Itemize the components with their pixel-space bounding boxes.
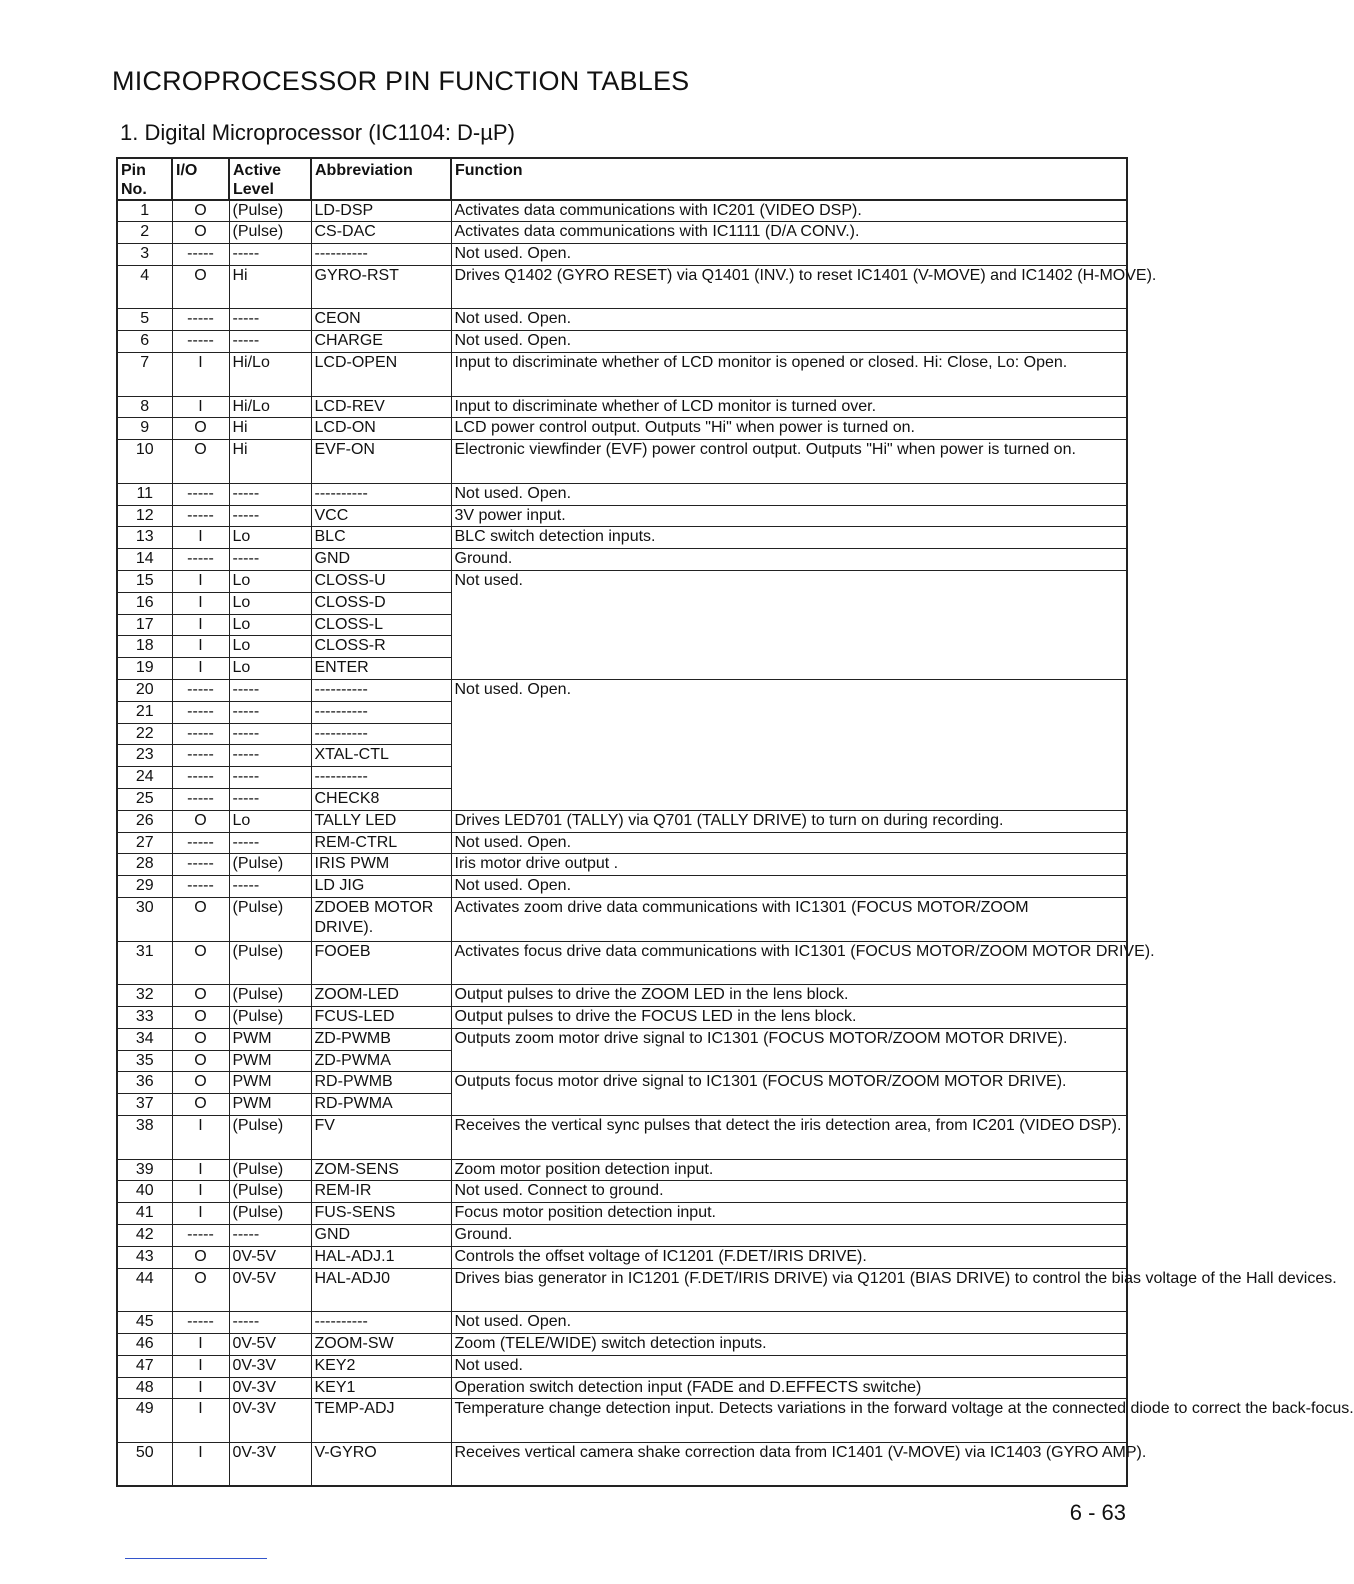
function-cell: Output pulses to drive the ZOOM LED in the lens block. bbox=[451, 985, 1127, 1007]
io-cell: O bbox=[172, 810, 229, 832]
abbreviation-cell: ---------- bbox=[311, 483, 451, 505]
table-row bbox=[117, 1203, 1127, 1225]
function-cell: Activates data communications with IC1111 (D/A CONV.). bbox=[451, 222, 1127, 244]
abbreviation-cell: FV bbox=[311, 1115, 451, 1159]
abbreviation-cell: HAL-ADJ0 bbox=[311, 1268, 451, 1312]
active-level-cell: Hi bbox=[229, 440, 311, 484]
io-cell: I bbox=[172, 1181, 229, 1203]
active-level-cell: Lo bbox=[229, 636, 311, 658]
table-row bbox=[117, 1246, 1127, 1268]
table-row bbox=[117, 200, 1127, 222]
abbreviation-cell: ZD-PWMB bbox=[311, 1028, 451, 1050]
abbreviation-cell: ---------- bbox=[311, 244, 451, 266]
abbreviation-cell: HAL-ADJ.1 bbox=[311, 1246, 451, 1268]
io-cell: I bbox=[172, 396, 229, 418]
io-cell: O bbox=[172, 1050, 229, 1072]
io-cell: ----- bbox=[172, 309, 229, 331]
active-level-cell: 0V-3V bbox=[229, 1355, 311, 1377]
active-level-cell: (Pulse) bbox=[229, 854, 311, 876]
active-level-cell: Lo bbox=[229, 810, 311, 832]
abbreviation-cell: GND bbox=[311, 1224, 451, 1246]
active-level-cell: ----- bbox=[229, 701, 311, 723]
abbreviation-cell: CS-DAC bbox=[311, 222, 451, 244]
active-level-cell: ----- bbox=[229, 876, 311, 898]
pin-number: 23 bbox=[117, 745, 172, 767]
io-cell: O bbox=[172, 941, 229, 985]
abbreviation-cell: TALLY LED bbox=[311, 810, 451, 832]
table-row bbox=[117, 549, 1127, 571]
io-cell: I bbox=[172, 1442, 229, 1486]
function-cell: Not used. Open. bbox=[451, 331, 1127, 353]
active-level-cell: ----- bbox=[229, 331, 311, 353]
pin-number: 37 bbox=[117, 1094, 172, 1116]
abbreviation-cell: ZOOM-SW bbox=[311, 1333, 451, 1355]
pin-number: 11 bbox=[117, 483, 172, 505]
abbreviation-cell: LCD-ON bbox=[311, 418, 451, 440]
active-level-cell: (Pulse) bbox=[229, 941, 311, 985]
active-level-cell: Hi bbox=[229, 418, 311, 440]
abbreviation-cell: ZDOEB MOTOR DRIVE). bbox=[311, 898, 451, 942]
pin-number: 29 bbox=[117, 876, 172, 898]
active-level-cell: (Pulse) bbox=[229, 1181, 311, 1203]
io-cell: O bbox=[172, 1094, 229, 1116]
function-cell: Focus motor position detection input. bbox=[451, 1203, 1127, 1225]
active-level-cell: 0V-3V bbox=[229, 1399, 311, 1443]
active-level-cell: ----- bbox=[229, 309, 311, 331]
io-cell: I bbox=[172, 571, 229, 593]
io-cell: O bbox=[172, 1006, 229, 1028]
io-cell: I bbox=[172, 527, 229, 549]
active-level-cell: ----- bbox=[229, 789, 311, 811]
table-row bbox=[117, 1312, 1127, 1334]
pin-number: 36 bbox=[117, 1072, 172, 1094]
io-cell: O bbox=[172, 1268, 229, 1312]
io-cell: O bbox=[172, 200, 229, 222]
table-row bbox=[117, 1028, 1127, 1050]
active-level-cell: (Pulse) bbox=[229, 1115, 311, 1159]
active-level-cell: Lo bbox=[229, 571, 311, 593]
io-cell: ----- bbox=[172, 483, 229, 505]
table-row bbox=[117, 876, 1127, 898]
pin-number: 31 bbox=[117, 941, 172, 985]
abbreviation-cell: CLOSS-D bbox=[311, 592, 451, 614]
active-level-cell: ----- bbox=[229, 1312, 311, 1334]
footer-divider bbox=[125, 1558, 267, 1559]
table-row bbox=[117, 1355, 1127, 1377]
abbreviation-cell: LD-DSP bbox=[311, 200, 451, 222]
function-cell: Zoom motor position detection input. bbox=[451, 1159, 1127, 1181]
io-cell: I bbox=[172, 1203, 229, 1225]
function-cell: Ground. bbox=[451, 1224, 1127, 1246]
active-level-cell: ----- bbox=[229, 244, 311, 266]
pin-number: 16 bbox=[117, 592, 172, 614]
pin-number: 50 bbox=[117, 1442, 172, 1486]
pin-number: 14 bbox=[117, 549, 172, 571]
active-level-cell: ----- bbox=[229, 745, 311, 767]
pin-number: 42 bbox=[117, 1224, 172, 1246]
function-cell: Temperature change detection input. Detects variations in the forward voltage at the connected diode to correct the back-focus. bbox=[451, 1399, 1127, 1443]
abbreviation-cell: LCD-OPEN bbox=[311, 353, 451, 397]
function-cell: 3V power input. bbox=[451, 505, 1127, 527]
pin-number: 46 bbox=[117, 1333, 172, 1355]
function-cell: Output pulses to drive the FOCUS LED in the lens block. bbox=[451, 1006, 1127, 1028]
section-subtitle: 1. Digital Microprocessor (IC1104: D-µP) bbox=[120, 120, 515, 145]
pin-number: 38 bbox=[117, 1115, 172, 1159]
abbreviation-cell: CHARGE bbox=[311, 331, 451, 353]
active-level-cell: Lo bbox=[229, 658, 311, 680]
pin-number: 7 bbox=[117, 353, 172, 397]
table-header-row bbox=[117, 158, 1127, 200]
table-row bbox=[117, 854, 1127, 876]
function-cell: Input to discriminate whether of LCD monitor is turned over. bbox=[451, 396, 1127, 418]
table-row bbox=[117, 1442, 1127, 1486]
pin-number: 20 bbox=[117, 680, 172, 702]
abbreviation-cell: CHECK8 bbox=[311, 789, 451, 811]
header-active-level: Active Level bbox=[229, 158, 311, 200]
table-row bbox=[117, 1224, 1127, 1246]
active-level-cell: ----- bbox=[229, 505, 311, 527]
pin-number: 10 bbox=[117, 440, 172, 484]
pin-number: 3 bbox=[117, 244, 172, 266]
io-cell: O bbox=[172, 985, 229, 1007]
active-level-cell: PWM bbox=[229, 1094, 311, 1116]
io-cell: O bbox=[172, 898, 229, 942]
table-row bbox=[117, 1006, 1127, 1028]
active-level-cell: (Pulse) bbox=[229, 1006, 311, 1028]
function-cell: BLC switch detection inputs. bbox=[451, 527, 1127, 549]
function-cell: Not used. bbox=[451, 571, 1127, 680]
pin-function-table bbox=[116, 157, 1354, 1487]
io-cell: O bbox=[172, 265, 229, 309]
table-body bbox=[117, 200, 1354, 1486]
io-cell: I bbox=[172, 1159, 229, 1181]
abbreviation-cell: TEMP-ADJ bbox=[311, 1399, 451, 1443]
io-cell: ----- bbox=[172, 767, 229, 789]
pin-number: 40 bbox=[117, 1181, 172, 1203]
pin-number: 32 bbox=[117, 985, 172, 1007]
table-row bbox=[117, 309, 1127, 331]
function-cell: Activates data communications with IC201 (VIDEO DSP). bbox=[451, 200, 1127, 222]
pin-number: 24 bbox=[117, 767, 172, 789]
abbreviation-cell: ---------- bbox=[311, 1312, 451, 1334]
pin-number: 26 bbox=[117, 810, 172, 832]
function-cell: Iris motor drive output . bbox=[451, 854, 1127, 876]
function-cell: Outputs focus motor drive signal to IC1301 (FOCUS MOTOR/ZOOM MOTOR DRIVE). bbox=[451, 1072, 1127, 1116]
active-level-cell: (Pulse) bbox=[229, 222, 311, 244]
table-row bbox=[117, 571, 1127, 593]
active-level-cell: Lo bbox=[229, 614, 311, 636]
abbreviation-cell: VCC bbox=[311, 505, 451, 527]
header-pin-no: Pin No. bbox=[117, 158, 172, 200]
table-row bbox=[117, 353, 1127, 397]
pin-number: 1 bbox=[117, 200, 172, 222]
table-row bbox=[117, 527, 1127, 549]
io-cell: ----- bbox=[172, 854, 229, 876]
function-cell: Controls the offset voltage of IC1201 (F.DET/IRIS DRIVE). bbox=[451, 1246, 1127, 1268]
pin-number: 30 bbox=[117, 898, 172, 942]
function-cell: Input to discriminate whether of LCD monitor is opened or closed. Hi: Close, Lo: Open. bbox=[451, 353, 1127, 397]
abbreviation-cell: LCD-REV bbox=[311, 396, 451, 418]
table-row bbox=[117, 832, 1127, 854]
abbreviation-cell: FOOEB bbox=[311, 941, 451, 985]
io-cell: ----- bbox=[172, 723, 229, 745]
pin-number: 9 bbox=[117, 418, 172, 440]
abbreviation-cell: XTAL-CTL bbox=[311, 745, 451, 767]
active-level-cell: ----- bbox=[229, 723, 311, 745]
abbreviation-cell: REM-CTRL bbox=[311, 832, 451, 854]
abbreviation-cell: FUS-SENS bbox=[311, 1203, 451, 1225]
abbreviation-cell: EVF-ON bbox=[311, 440, 451, 484]
pin-number: 8 bbox=[117, 396, 172, 418]
abbreviation-cell: ENTER bbox=[311, 658, 451, 680]
active-level-cell: Hi bbox=[229, 265, 311, 309]
active-level-cell: ----- bbox=[229, 1224, 311, 1246]
active-level-cell: Hi/Lo bbox=[229, 353, 311, 397]
pin-number: 39 bbox=[117, 1159, 172, 1181]
io-cell: ----- bbox=[172, 505, 229, 527]
abbreviation-cell: GYRO-RST bbox=[311, 265, 451, 309]
io-cell: I bbox=[172, 636, 229, 658]
pin-number: 49 bbox=[117, 1399, 172, 1443]
abbreviation-cell: CLOSS-U bbox=[311, 571, 451, 593]
function-cell: Operation switch detection input (FADE and D.EFFECTS switche) bbox=[451, 1377, 1127, 1399]
function-cell: Ground. bbox=[451, 549, 1127, 571]
pin-number: 41 bbox=[117, 1203, 172, 1225]
table-row bbox=[117, 1072, 1127, 1094]
io-cell: ----- bbox=[172, 876, 229, 898]
abbreviation-cell: ZD-PWMA bbox=[311, 1050, 451, 1072]
function-cell: Not used. Open. bbox=[451, 244, 1127, 266]
active-level-cell: 0V-3V bbox=[229, 1442, 311, 1486]
active-level-cell: Lo bbox=[229, 527, 311, 549]
io-cell: I bbox=[172, 1115, 229, 1159]
abbreviation-cell: IRIS PWM bbox=[311, 854, 451, 876]
abbreviation-cell: GND bbox=[311, 549, 451, 571]
table-row bbox=[117, 1268, 1127, 1312]
abbreviation-cell: ZOOM-LED bbox=[311, 985, 451, 1007]
io-cell: I bbox=[172, 592, 229, 614]
function-cell: Outputs zoom motor drive signal to IC1301 (FOCUS MOTOR/ZOOM MOTOR DRIVE). bbox=[451, 1028, 1127, 1072]
io-cell: O bbox=[172, 440, 229, 484]
active-level-cell: Hi/Lo bbox=[229, 396, 311, 418]
page-title: MICROPROCESSOR PIN FUNCTION TABLES bbox=[112, 66, 690, 96]
function-cell: Receives the vertical sync pulses that detect the iris detection area, from IC201 (VIDEO DSP). bbox=[451, 1115, 1127, 1159]
io-cell: I bbox=[172, 1355, 229, 1377]
function-cell: Drives Q1402 (GYRO RESET) via Q1401 (INV.) to reset IC1401 (V-MOVE) and IC1402 (H-MOVE). bbox=[451, 265, 1127, 309]
abbreviation-cell: CEON bbox=[311, 309, 451, 331]
abbreviation-cell: ---------- bbox=[311, 767, 451, 789]
table-row bbox=[117, 1333, 1127, 1355]
pin-number: 13 bbox=[117, 527, 172, 549]
table-row bbox=[117, 396, 1127, 418]
abbreviation-cell: KEY1 bbox=[311, 1377, 451, 1399]
table-row bbox=[117, 331, 1127, 353]
function-cell: Electronic viewfinder (EVF) power control output. Outputs "Hi" when power is turned on. bbox=[451, 440, 1127, 484]
table-row bbox=[117, 1399, 1127, 1443]
active-level-cell: 0V-5V bbox=[229, 1268, 311, 1312]
function-cell: Receives vertical camera shake correction data from IC1401 (V-MOVE) via IC1403 (GYRO AMP). bbox=[451, 1442, 1127, 1486]
header-abbreviation: Abbreviation bbox=[311, 158, 451, 200]
active-level-cell: PWM bbox=[229, 1072, 311, 1094]
pin-number: 44 bbox=[117, 1268, 172, 1312]
abbreviation-cell: LD JIG bbox=[311, 876, 451, 898]
io-cell: O bbox=[172, 418, 229, 440]
function-cell: Not used. Open. bbox=[451, 309, 1127, 331]
pin-number: 6 bbox=[117, 331, 172, 353]
header-function: Function bbox=[451, 158, 1127, 200]
io-cell: ----- bbox=[172, 244, 229, 266]
pin-number: 45 bbox=[117, 1312, 172, 1334]
abbreviation-cell: ZOM-SENS bbox=[311, 1159, 451, 1181]
pin-number: 15 bbox=[117, 571, 172, 593]
active-level-cell: (Pulse) bbox=[229, 985, 311, 1007]
pin-number: 17 bbox=[117, 614, 172, 636]
table-row bbox=[117, 505, 1127, 527]
active-level-cell: 0V-5V bbox=[229, 1246, 311, 1268]
abbreviation-cell: ---------- bbox=[311, 680, 451, 702]
function-cell: Not used. Connect to ground. bbox=[451, 1181, 1127, 1203]
io-cell: ----- bbox=[172, 832, 229, 854]
table-row bbox=[117, 244, 1127, 266]
pin-number: 48 bbox=[117, 1377, 172, 1399]
active-level-cell: ----- bbox=[229, 680, 311, 702]
active-level-cell: PWM bbox=[229, 1050, 311, 1072]
active-level-cell: (Pulse) bbox=[229, 200, 311, 222]
abbreviation-cell: RD-PWMB bbox=[311, 1072, 451, 1094]
active-level-cell: ----- bbox=[229, 832, 311, 854]
active-level-cell: ----- bbox=[229, 767, 311, 789]
io-cell: ----- bbox=[172, 331, 229, 353]
page-number: 6 - 63 bbox=[1069, 1500, 1126, 1525]
abbreviation-cell: FCUS-LED bbox=[311, 1006, 451, 1028]
table-row bbox=[117, 680, 1127, 702]
io-cell: I bbox=[172, 353, 229, 397]
abbreviation-cell: REM-IR bbox=[311, 1181, 451, 1203]
pin-number: 2 bbox=[117, 222, 172, 244]
io-cell: I bbox=[172, 1377, 229, 1399]
active-level-cell: 0V-5V bbox=[229, 1333, 311, 1355]
abbreviation-cell: KEY2 bbox=[311, 1355, 451, 1377]
pin-number: 22 bbox=[117, 723, 172, 745]
active-level-cell: 0V-3V bbox=[229, 1377, 311, 1399]
header-io: I/O bbox=[172, 158, 229, 200]
io-cell: ----- bbox=[172, 680, 229, 702]
table-row bbox=[117, 440, 1127, 484]
function-cell: LCD power control output. Outputs "Hi" when power is turned on. bbox=[451, 418, 1127, 440]
function-cell: Not used. Open. bbox=[451, 680, 1127, 811]
abbreviation-cell: ---------- bbox=[311, 701, 451, 723]
abbreviation-cell: BLC bbox=[311, 527, 451, 549]
abbreviation-cell: CLOSS-R bbox=[311, 636, 451, 658]
io-cell: O bbox=[172, 222, 229, 244]
io-cell: ----- bbox=[172, 701, 229, 723]
io-cell: I bbox=[172, 658, 229, 680]
abbreviation-cell: V-GYRO bbox=[311, 1442, 451, 1486]
table-row bbox=[117, 1181, 1127, 1203]
pin-number: 34 bbox=[117, 1028, 172, 1050]
active-level-cell: (Pulse) bbox=[229, 898, 311, 942]
io-cell: I bbox=[172, 1399, 229, 1443]
pin-number: 43 bbox=[117, 1246, 172, 1268]
active-level-cell: (Pulse) bbox=[229, 1159, 311, 1181]
table-row bbox=[117, 483, 1127, 505]
table-row bbox=[117, 1377, 1127, 1399]
function-cell: Not used. Open. bbox=[451, 876, 1127, 898]
table-row bbox=[117, 265, 1127, 309]
io-cell: ----- bbox=[172, 745, 229, 767]
pin-number: 35 bbox=[117, 1050, 172, 1072]
table-row bbox=[117, 418, 1127, 440]
active-level-cell: PWM bbox=[229, 1028, 311, 1050]
pin-number: 25 bbox=[117, 789, 172, 811]
pin-number: 5 bbox=[117, 309, 172, 331]
function-cell: Not used. Open. bbox=[451, 832, 1127, 854]
function-cell: Not used. bbox=[451, 1355, 1127, 1377]
function-cell: Drives LED701 (TALLY) via Q701 (TALLY DRIVE) to turn on during recording. bbox=[451, 810, 1127, 832]
io-cell: I bbox=[172, 614, 229, 636]
pin-number: 12 bbox=[117, 505, 172, 527]
function-cell: Not used. Open. bbox=[451, 1312, 1127, 1334]
io-cell: ----- bbox=[172, 789, 229, 811]
function-cell: Activates zoom drive data communications with IC1301 (FOCUS MOTOR/ZOOM bbox=[451, 898, 1127, 942]
function-cell: Zoom (TELE/WIDE) switch detection inputs. bbox=[451, 1333, 1127, 1355]
active-level-cell: Lo bbox=[229, 592, 311, 614]
io-cell: I bbox=[172, 1333, 229, 1355]
pin-number: 28 bbox=[117, 854, 172, 876]
io-cell: O bbox=[172, 1246, 229, 1268]
table-row bbox=[117, 898, 1127, 942]
function-cell: Drives bias generator in IC1201 (F.DET/IRIS DRIVE) via Q1201 (BIAS DRIVE) to control the bias voltage of the Hall devices. bbox=[451, 1268, 1127, 1312]
active-level-cell: (Pulse) bbox=[229, 1203, 311, 1225]
abbreviation-cell: ---------- bbox=[311, 723, 451, 745]
abbreviation-cell: CLOSS-L bbox=[311, 614, 451, 636]
active-level-cell: ----- bbox=[229, 483, 311, 505]
function-cell: Activates focus drive data communications with IC1301 (FOCUS MOTOR/ZOOM MOTOR DRIVE). bbox=[451, 941, 1127, 985]
pin-number: 4 bbox=[117, 265, 172, 309]
table-row bbox=[117, 810, 1127, 832]
table-row bbox=[117, 1159, 1127, 1181]
pin-number: 33 bbox=[117, 1006, 172, 1028]
pin-number: 18 bbox=[117, 636, 172, 658]
abbreviation-cell: RD-PWMA bbox=[311, 1094, 451, 1116]
pin-number: 27 bbox=[117, 832, 172, 854]
table-row bbox=[117, 985, 1127, 1007]
table-row bbox=[117, 1115, 1127, 1159]
table-row bbox=[117, 222, 1127, 244]
io-cell: ----- bbox=[172, 1224, 229, 1246]
io-cell: O bbox=[172, 1028, 229, 1050]
io-cell: ----- bbox=[172, 1312, 229, 1334]
function-cell: Not used. Open. bbox=[451, 483, 1127, 505]
pin-number: 21 bbox=[117, 701, 172, 723]
pin-number: 47 bbox=[117, 1355, 172, 1377]
io-cell: O bbox=[172, 1072, 229, 1094]
pin-number: 19 bbox=[117, 658, 172, 680]
active-level-cell: ----- bbox=[229, 549, 311, 571]
table-row bbox=[117, 941, 1127, 985]
io-cell: ----- bbox=[172, 549, 229, 571]
